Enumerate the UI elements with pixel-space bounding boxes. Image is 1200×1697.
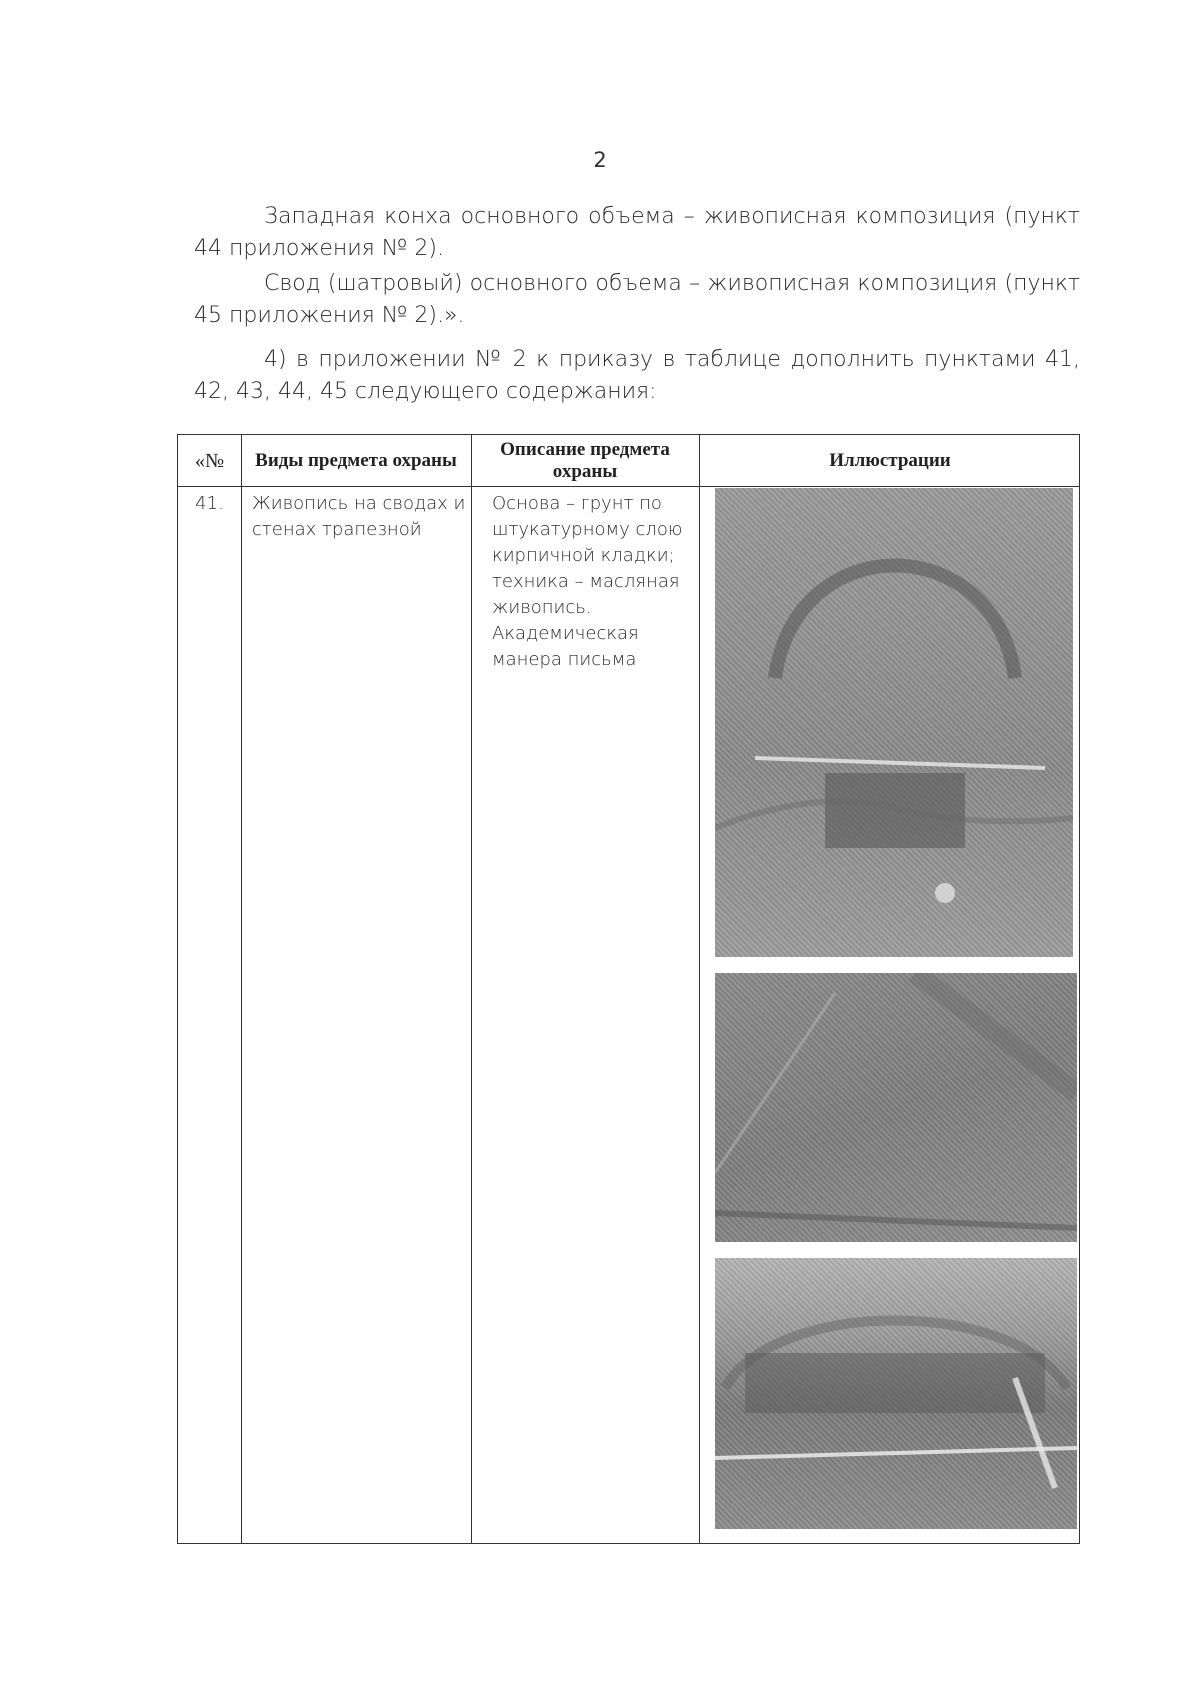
row-type: Живопись на сводах и стенах трапезной (252, 493, 466, 540)
column-divider (241, 435, 242, 1543)
header-illustrations: Иллюстрации (829, 449, 951, 471)
column-divider (471, 435, 472, 1543)
arch-painting-photo (715, 1258, 1077, 1529)
row-description: Основа – грунт по штукатурному слою кирпичной кладки; техника – масляная живопись. Академическая манера письма (492, 493, 683, 670)
header-description: Описание предмета охраны (500, 438, 670, 482)
row-number: 41. (195, 493, 224, 514)
header-types: Виды предмета охраны (255, 449, 457, 471)
wall-painting-photo (715, 973, 1077, 1242)
paragraph-2: Свод (шатровый) основного объема – живописная композиция (пункт 45 приложения № 2).». (194, 271, 1080, 328)
header-number: «№ (194, 449, 225, 472)
header-divider (178, 486, 1079, 487)
paragraph-3: 4) в приложении № 2 к приказу в таблице дополнить пунктами 41, 42, 43, 44, 45 следующего содержания: (194, 347, 1080, 404)
protection-table (177, 434, 1080, 1544)
column-divider (699, 435, 700, 1543)
paragraph-1: Западная конха основного объема – живописная композиция (пункт 44 приложения № 2). (194, 204, 1080, 261)
vault-painting-photo (715, 488, 1073, 957)
page-number: 2 (593, 148, 607, 172)
